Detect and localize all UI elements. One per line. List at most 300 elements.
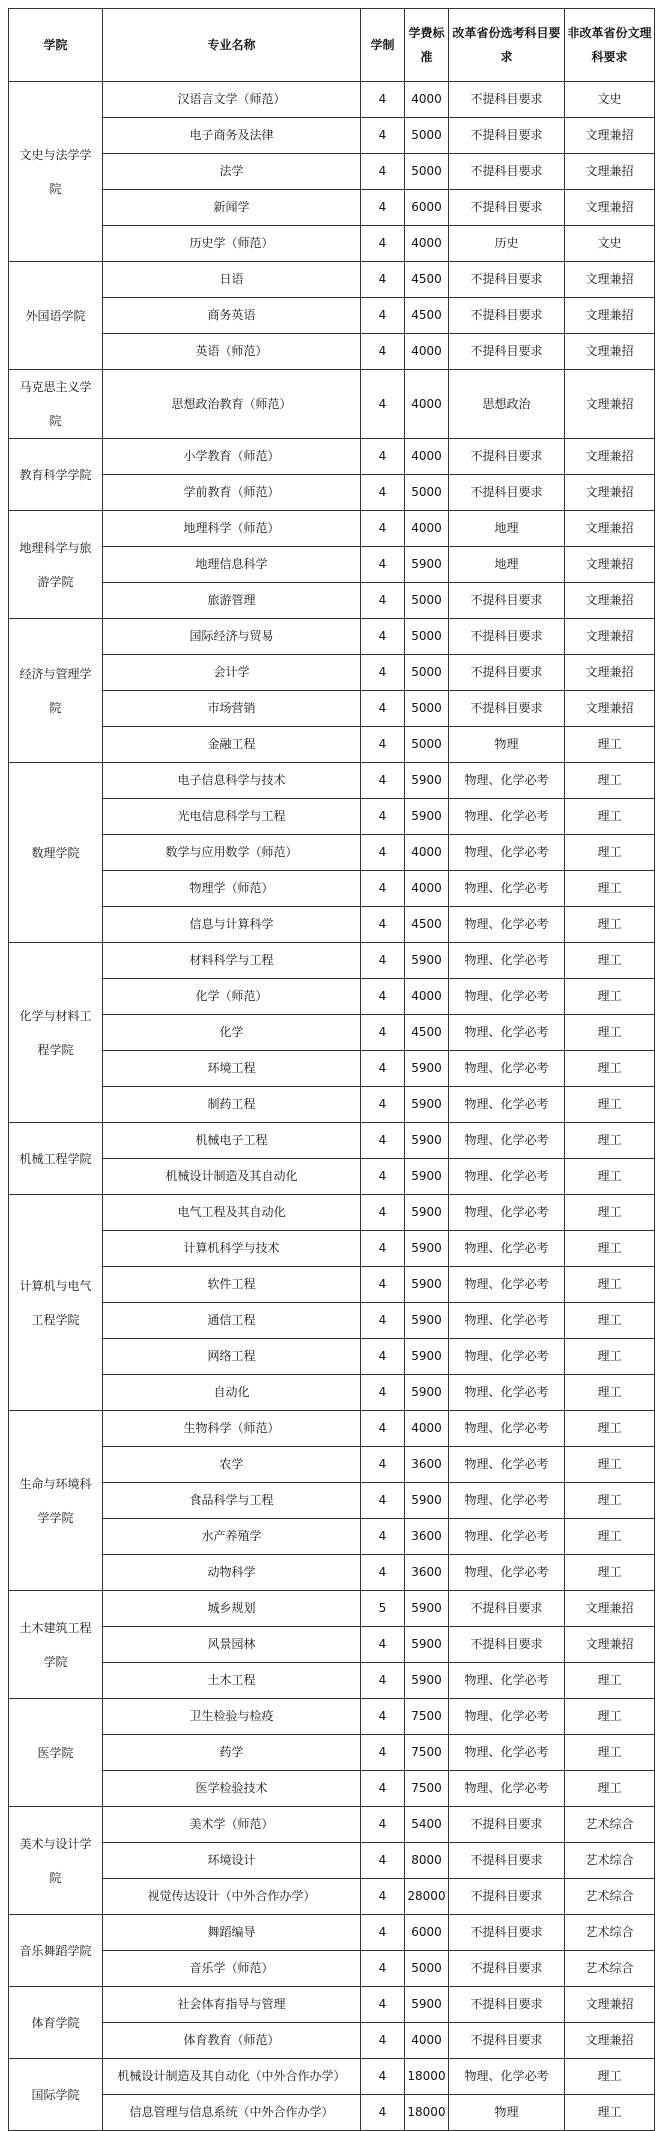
reform-requirement-cell: 物理、化学必考	[449, 835, 565, 871]
nonreform-requirement-cell: 文理兼招	[565, 298, 655, 334]
nonreform-requirement-cell: 文理兼招	[565, 583, 655, 619]
fee-cell: 5900	[405, 799, 449, 835]
years-cell: 4	[361, 871, 405, 907]
nonreform-requirement-cell: 文理兼招	[565, 1627, 655, 1663]
table-row	[9, 1483, 655, 1519]
years-cell: 4	[361, 334, 405, 370]
nonreform-requirement-cell: 理工	[565, 1771, 655, 1807]
fee-cell: 5000	[405, 475, 449, 511]
table-row	[9, 1267, 655, 1303]
nonreform-requirement-cell: 理工	[565, 1015, 655, 1051]
years-cell: 4	[361, 1123, 405, 1159]
major-cell: 小学教育（师范）	[103, 439, 361, 475]
major-cell: 食品科学与工程	[103, 1483, 361, 1519]
nonreform-requirement-cell: 理工	[565, 799, 655, 835]
years-cell: 4	[361, 583, 405, 619]
nonreform-requirement-cell: 理工	[565, 1699, 655, 1735]
table-row	[9, 1411, 655, 1447]
fee-cell: 5900	[405, 1627, 449, 1663]
table-row	[9, 1447, 655, 1483]
fee-cell: 5900	[405, 763, 449, 799]
table-row	[9, 1555, 655, 1591]
reform-requirement-cell: 物理、化学必考	[449, 1123, 565, 1159]
reform-requirement-cell: 物理、化学必考	[449, 1015, 565, 1051]
fee-cell: 5900	[405, 1123, 449, 1159]
table-row	[9, 1303, 655, 1339]
table-row	[9, 190, 655, 226]
reform-requirement-cell: 物理、化学必考	[449, 763, 565, 799]
major-cell: 地理信息科学	[103, 547, 361, 583]
nonreform-requirement-cell: 艺术综合	[565, 1951, 655, 1987]
years-cell: 4	[361, 1915, 405, 1951]
college-cell: 音乐舞蹈学院	[9, 1915, 103, 1987]
reform-requirement-cell: 不提科目要求	[449, 619, 565, 655]
reform-requirement-cell: 地理	[449, 547, 565, 583]
nonreform-requirement-cell: 理工	[565, 835, 655, 871]
document	[8, 8, 655, 2131]
fee-cell: 18000	[405, 2095, 449, 2131]
years-cell: 4	[361, 1987, 405, 2023]
table-row	[9, 118, 655, 154]
nonreform-requirement-cell: 理工	[565, 1663, 655, 1699]
table-row	[9, 334, 655, 370]
nonreform-requirement-cell: 理工	[565, 943, 655, 979]
years-cell: 4	[361, 82, 405, 118]
years-cell: 4	[361, 190, 405, 226]
nonreform-requirement-cell: 文理兼招	[565, 1591, 655, 1627]
major-cell: 数学与应用数学（师范）	[103, 835, 361, 871]
years-cell: 4	[361, 1699, 405, 1735]
major-cell: 材料科学与工程	[103, 943, 361, 979]
nonreform-requirement-cell: 文理兼招	[565, 547, 655, 583]
reform-requirement-cell: 物理、化学必考	[449, 1231, 565, 1267]
nonreform-requirement-cell: 文理兼招	[565, 511, 655, 547]
years-cell: 4	[361, 727, 405, 763]
reform-requirement-cell: 物理、化学必考	[449, 1195, 565, 1231]
nonreform-requirement-cell: 理工	[565, 1159, 655, 1195]
major-cell: 舞蹈编导	[103, 1915, 361, 1951]
fee-cell: 5900	[405, 1267, 449, 1303]
reform-requirement-cell: 不提科目要求	[449, 475, 565, 511]
years-cell: 4	[361, 439, 405, 475]
years-cell: 4	[361, 1375, 405, 1411]
fee-cell: 5900	[405, 1303, 449, 1339]
major-cell: 土木工程	[103, 1663, 361, 1699]
reform-requirement-cell: 物理、化学必考	[449, 1555, 565, 1591]
table-row	[9, 1015, 655, 1051]
years-cell: 4	[361, 475, 405, 511]
fee-cell: 4000	[405, 334, 449, 370]
fee-cell: 4000	[405, 2023, 449, 2059]
table-row	[9, 2095, 655, 2131]
years-cell: 4	[361, 154, 405, 190]
major-cell: 卫生检验与检疫	[103, 1699, 361, 1735]
years-cell: 4	[361, 907, 405, 943]
table-row	[9, 1699, 655, 1735]
years-cell: 4	[361, 763, 405, 799]
table-row	[9, 439, 655, 475]
header-college: 学院	[9, 9, 103, 82]
major-cell: 机械电子工程	[103, 1123, 361, 1159]
nonreform-requirement-cell: 艺术综合	[565, 1807, 655, 1843]
nonreform-requirement-cell: 文理兼招	[565, 691, 655, 727]
college-cell: 化学与材料工程学院	[9, 943, 103, 1123]
table-row	[9, 547, 655, 583]
major-cell: 药学	[103, 1735, 361, 1771]
table-row	[9, 1807, 655, 1843]
reform-requirement-cell: 不提科目要求	[449, 691, 565, 727]
table-row	[9, 799, 655, 835]
reform-requirement-cell: 物理	[449, 2095, 565, 2131]
reform-requirement-cell: 物理、化学必考	[449, 1735, 565, 1771]
reform-requirement-cell: 物理、化学必考	[449, 1771, 565, 1807]
reform-requirement-cell: 不提科目要求	[449, 190, 565, 226]
fee-cell: 7500	[405, 1699, 449, 1735]
major-cell: 生物科学（师范）	[103, 1411, 361, 1447]
reform-requirement-cell: 不提科目要求	[449, 583, 565, 619]
major-cell: 会计学	[103, 655, 361, 691]
fee-cell: 3600	[405, 1519, 449, 1555]
reform-requirement-cell: 不提科目要求	[449, 1951, 565, 1987]
major-cell: 体育教育（师范）	[103, 2023, 361, 2059]
fee-cell: 3600	[405, 1555, 449, 1591]
major-cell: 化学	[103, 1015, 361, 1051]
table-row	[9, 943, 655, 979]
nonreform-requirement-cell: 理工	[565, 1303, 655, 1339]
years-cell: 4	[361, 1087, 405, 1123]
major-cell: 通信工程	[103, 1303, 361, 1339]
major-cell: 农学	[103, 1447, 361, 1483]
reform-requirement-cell: 物理、化学必考	[449, 2059, 565, 2095]
nonreform-requirement-cell: 理工	[565, 1051, 655, 1087]
years-cell: 4	[361, 1807, 405, 1843]
years-cell: 4	[361, 1411, 405, 1447]
nonreform-requirement-cell: 理工	[565, 1375, 655, 1411]
major-cell: 制药工程	[103, 1087, 361, 1123]
reform-requirement-cell: 不提科目要求	[449, 1591, 565, 1627]
major-cell: 市场营销	[103, 691, 361, 727]
years-cell: 4	[361, 118, 405, 154]
years-cell: 4	[361, 691, 405, 727]
fee-cell: 4500	[405, 1015, 449, 1051]
years-cell: 4	[361, 1015, 405, 1051]
table-row	[9, 1843, 655, 1879]
years-cell: 4	[361, 298, 405, 334]
fee-cell: 5900	[405, 547, 449, 583]
nonreform-requirement-cell: 文理兼招	[565, 262, 655, 298]
years-cell: 4	[361, 655, 405, 691]
nonreform-requirement-cell: 文理兼招	[565, 1987, 655, 2023]
college-cell: 土木建筑工程学院	[9, 1591, 103, 1699]
table-row	[9, 1771, 655, 1807]
major-cell: 风景园林	[103, 1627, 361, 1663]
reform-requirement-cell: 不提科目要求	[449, 82, 565, 118]
reform-requirement-cell: 物理、化学必考	[449, 907, 565, 943]
college-cell: 教育科学学院	[9, 439, 103, 511]
fee-cell: 5000	[405, 1951, 449, 1987]
college-cell: 生命与环境科学学院	[9, 1411, 103, 1591]
reform-requirement-cell: 不提科目要求	[449, 154, 565, 190]
fee-cell: 4000	[405, 226, 449, 262]
college-cell: 医学院	[9, 1699, 103, 1807]
table-row	[9, 1339, 655, 1375]
major-cell: 地理科学（师范）	[103, 511, 361, 547]
table-row	[9, 1051, 655, 1087]
reform-requirement-cell: 地理	[449, 511, 565, 547]
years-cell: 4	[361, 979, 405, 1015]
years-cell: 4	[361, 1735, 405, 1771]
major-cell: 商务英语	[103, 298, 361, 334]
reform-requirement-cell: 物理、化学必考	[449, 1483, 565, 1519]
college-cell: 地理科学与旅游学院	[9, 511, 103, 619]
reform-requirement-cell: 不提科目要求	[449, 439, 565, 475]
major-cell: 金融工程	[103, 727, 361, 763]
fee-cell: 6000	[405, 190, 449, 226]
major-cell: 水产养殖学	[103, 1519, 361, 1555]
reform-requirement-cell: 物理、化学必考	[449, 1339, 565, 1375]
major-cell: 网络工程	[103, 1339, 361, 1375]
fee-cell: 4000	[405, 979, 449, 1015]
header-row	[9, 9, 655, 82]
reform-requirement-cell: 物理、化学必考	[449, 1375, 565, 1411]
fee-cell: 5900	[405, 1159, 449, 1195]
nonreform-requirement-cell: 理工	[565, 1087, 655, 1123]
major-cell: 信息管理与信息系统（中外合作办学）	[103, 2095, 361, 2131]
fee-cell: 5900	[405, 1195, 449, 1231]
nonreform-requirement-cell: 理工	[565, 1339, 655, 1375]
table-row	[9, 298, 655, 334]
table-row	[9, 1915, 655, 1951]
major-cell: 社会体育指导与管理	[103, 1987, 361, 2023]
nonreform-requirement-cell: 文理兼招	[565, 2023, 655, 2059]
years-cell: 4	[361, 943, 405, 979]
major-cell: 光电信息科学与工程	[103, 799, 361, 835]
major-cell: 机械设计制造及其自动化	[103, 1159, 361, 1195]
nonreform-requirement-cell: 理工	[565, 1447, 655, 1483]
major-cell: 历史学（师范）	[103, 226, 361, 262]
college-cell: 计算机与电气工程学院	[9, 1195, 103, 1411]
major-cell: 机械设计制造及其自动化（中外合作办学）	[103, 2059, 361, 2095]
reform-requirement-cell: 物理、化学必考	[449, 1447, 565, 1483]
table-row	[9, 1123, 655, 1159]
years-cell: 4	[361, 547, 405, 583]
fee-cell: 5900	[405, 1087, 449, 1123]
nonreform-requirement-cell: 理工	[565, 1483, 655, 1519]
nonreform-requirement-cell: 理工	[565, 1411, 655, 1447]
major-cell: 国际经济与贸易	[103, 619, 361, 655]
fee-cell: 5900	[405, 1339, 449, 1375]
table-row	[9, 1627, 655, 1663]
years-cell: 4	[361, 1051, 405, 1087]
fee-cell: 5900	[405, 1231, 449, 1267]
fee-cell: 5000	[405, 118, 449, 154]
admissions-table	[8, 8, 655, 2131]
fee-cell: 5900	[405, 1591, 449, 1627]
years-cell: 4	[361, 226, 405, 262]
reform-requirement-cell: 历史	[449, 226, 565, 262]
reform-requirement-cell: 不提科目要求	[449, 1807, 565, 1843]
major-cell: 城乡规划	[103, 1591, 361, 1627]
major-cell: 音乐学（师范）	[103, 1951, 361, 1987]
reform-requirement-cell: 物理、化学必考	[449, 799, 565, 835]
table-row	[9, 1195, 655, 1231]
major-cell: 电子商务及法律	[103, 118, 361, 154]
major-cell: 思想政治教育（师范）	[103, 370, 361, 439]
reform-requirement-cell: 不提科目要求	[449, 1915, 565, 1951]
nonreform-requirement-cell: 文理兼招	[565, 655, 655, 691]
reform-requirement-cell: 不提科目要求	[449, 1843, 565, 1879]
fee-cell: 7500	[405, 1735, 449, 1771]
nonreform-requirement-cell: 文理兼招	[565, 154, 655, 190]
reform-requirement-cell: 物理、化学必考	[449, 871, 565, 907]
major-cell: 美术学（师范）	[103, 1807, 361, 1843]
fee-cell: 4500	[405, 907, 449, 943]
fee-cell: 5000	[405, 655, 449, 691]
fee-cell: 4000	[405, 511, 449, 547]
fee-cell: 5900	[405, 1051, 449, 1087]
table-row	[9, 691, 655, 727]
table-row	[9, 907, 655, 943]
fee-cell: 5000	[405, 691, 449, 727]
major-cell: 日语	[103, 262, 361, 298]
years-cell: 4	[361, 1663, 405, 1699]
fee-cell: 5000	[405, 583, 449, 619]
college-cell: 机械工程学院	[9, 1123, 103, 1195]
table-row	[9, 370, 655, 439]
years-cell: 4	[361, 799, 405, 835]
college-cell: 美术与设计学院	[9, 1807, 103, 1915]
nonreform-requirement-cell: 文史	[565, 82, 655, 118]
nonreform-requirement-cell: 理工	[565, 1555, 655, 1591]
reform-requirement-cell: 不提科目要求	[449, 655, 565, 691]
years-cell: 4	[361, 2059, 405, 2095]
major-cell: 物理学（师范）	[103, 871, 361, 907]
college-cell: 外国语学院	[9, 262, 103, 370]
reform-requirement-cell: 物理、化学必考	[449, 1411, 565, 1447]
major-cell: 环境工程	[103, 1051, 361, 1087]
header-reform-requirement: 改革省份选考科目要求	[449, 9, 565, 82]
header-fee: 学费标准	[405, 9, 449, 82]
reform-requirement-cell: 不提科目要求	[449, 262, 565, 298]
fee-cell: 4000	[405, 1411, 449, 1447]
table-row	[9, 619, 655, 655]
years-cell: 4	[361, 1303, 405, 1339]
table-row	[9, 511, 655, 547]
college-cell: 马克思主义学院	[9, 370, 103, 439]
major-cell: 信息与计算科学	[103, 907, 361, 943]
major-cell: 英语（师范）	[103, 334, 361, 370]
fee-cell: 6000	[405, 1915, 449, 1951]
years-cell: 4	[361, 835, 405, 871]
years-cell: 4	[361, 1771, 405, 1807]
table-row	[9, 1591, 655, 1627]
table-row	[9, 1735, 655, 1771]
table-row	[9, 1231, 655, 1267]
nonreform-requirement-cell: 理工	[565, 1123, 655, 1159]
fee-cell: 5900	[405, 1375, 449, 1411]
reform-requirement-cell: 不提科目要求	[449, 1987, 565, 2023]
fee-cell: 4000	[405, 439, 449, 475]
header-major: 专业名称	[103, 9, 361, 82]
reform-requirement-cell: 物理、化学必考	[449, 1267, 565, 1303]
nonreform-requirement-cell: 理工	[565, 1231, 655, 1267]
nonreform-requirement-cell: 艺术综合	[565, 1879, 655, 1915]
table-header	[9, 9, 655, 82]
years-cell: 4	[361, 1879, 405, 1915]
reform-requirement-cell: 物理、化学必考	[449, 1087, 565, 1123]
years-cell: 4	[361, 1231, 405, 1267]
table-row	[9, 1087, 655, 1123]
years-cell: 5	[361, 1591, 405, 1627]
table-body	[9, 82, 655, 2131]
fee-cell: 5000	[405, 619, 449, 655]
reform-requirement-cell: 物理、化学必考	[449, 1699, 565, 1735]
years-cell: 4	[361, 1627, 405, 1663]
fee-cell: 4000	[405, 871, 449, 907]
nonreform-requirement-cell: 艺术综合	[565, 1843, 655, 1879]
major-cell: 旅游管理	[103, 583, 361, 619]
nonreform-requirement-cell: 理工	[565, 727, 655, 763]
fee-cell: 4500	[405, 298, 449, 334]
nonreform-requirement-cell: 理工	[565, 1735, 655, 1771]
major-cell: 新闻学	[103, 190, 361, 226]
years-cell: 4	[361, 1483, 405, 1519]
table-row	[9, 1375, 655, 1411]
years-cell: 4	[361, 370, 405, 439]
college-cell: 经济与管理学院	[9, 619, 103, 763]
table-row	[9, 2023, 655, 2059]
nonreform-requirement-cell: 文理兼招	[565, 370, 655, 439]
reform-requirement-cell: 物理、化学必考	[449, 1303, 565, 1339]
reform-requirement-cell: 不提科目要求	[449, 2023, 565, 2059]
reform-requirement-cell: 不提科目要求	[449, 1627, 565, 1663]
major-cell: 自动化	[103, 1375, 361, 1411]
years-cell: 4	[361, 1159, 405, 1195]
nonreform-requirement-cell: 理工	[565, 1267, 655, 1303]
fee-cell: 5000	[405, 727, 449, 763]
college-cell: 国际学院	[9, 2059, 103, 2131]
nonreform-requirement-cell: 理工	[565, 871, 655, 907]
table-row	[9, 1951, 655, 1987]
table-row	[9, 226, 655, 262]
years-cell: 4	[361, 511, 405, 547]
college-cell: 文史与法学学院	[9, 82, 103, 262]
fee-cell: 18000	[405, 2059, 449, 2095]
major-cell: 化学（师范）	[103, 979, 361, 1015]
nonreform-requirement-cell: 理工	[565, 907, 655, 943]
reform-requirement-cell: 思想政治	[449, 370, 565, 439]
years-cell: 4	[361, 1555, 405, 1591]
nonreform-requirement-cell: 理工	[565, 2059, 655, 2095]
major-cell: 学前教育（师范）	[103, 475, 361, 511]
reform-requirement-cell: 不提科目要求	[449, 118, 565, 154]
fee-cell: 5900	[405, 1483, 449, 1519]
college-cell: 数理学院	[9, 763, 103, 943]
nonreform-requirement-cell: 理工	[565, 763, 655, 799]
years-cell: 4	[361, 262, 405, 298]
reform-requirement-cell: 不提科目要求	[449, 334, 565, 370]
table-row	[9, 82, 655, 118]
fee-cell: 28000	[405, 1879, 449, 1915]
major-cell: 动物科学	[103, 1555, 361, 1591]
fee-cell: 5900	[405, 1663, 449, 1699]
fee-cell: 4500	[405, 262, 449, 298]
nonreform-requirement-cell: 理工	[565, 979, 655, 1015]
fee-cell: 4000	[405, 82, 449, 118]
reform-requirement-cell: 物理、化学必考	[449, 979, 565, 1015]
major-cell: 电子信息科学与技术	[103, 763, 361, 799]
header-nonreform-requirement: 非改革省份文理科要求	[565, 9, 655, 82]
